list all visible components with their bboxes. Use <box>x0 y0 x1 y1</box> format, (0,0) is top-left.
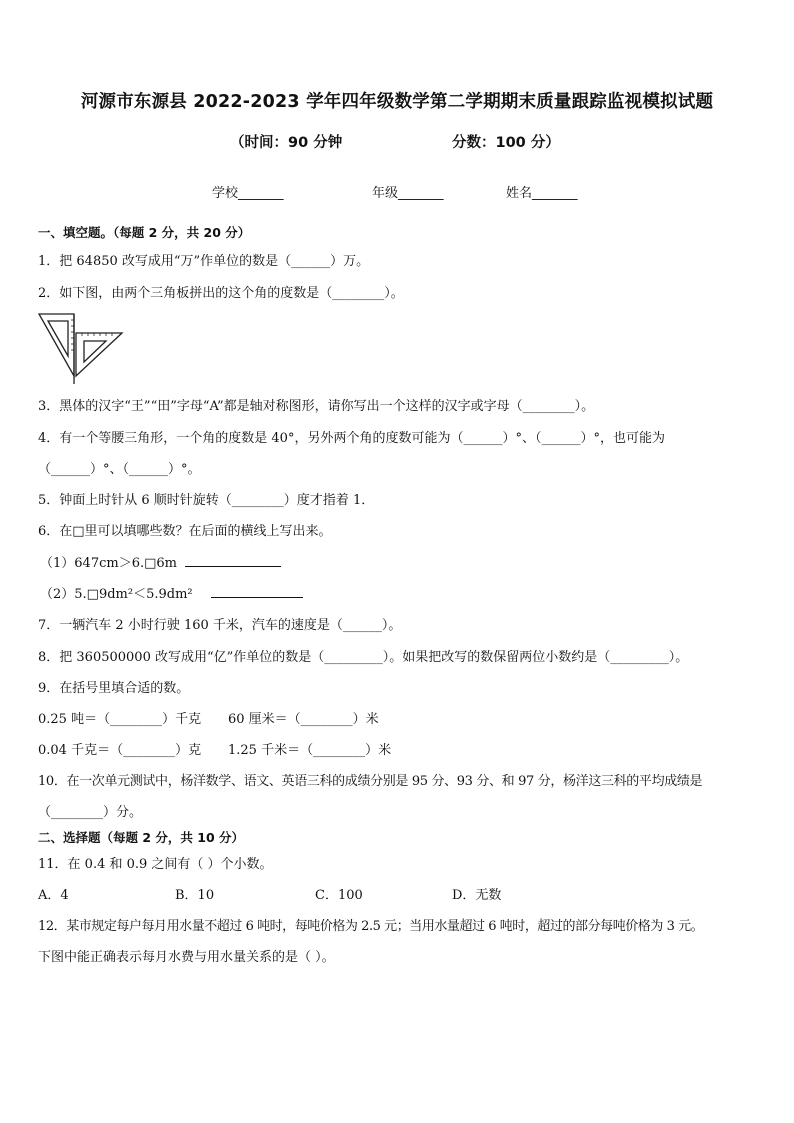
answer-line <box>185 552 281 567</box>
question-12-line-2: 下图中能正确表示每月水费与用水量关系的是（ ）。 <box>38 950 335 965</box>
option-b: B．10 <box>175 888 215 903</box>
question-6-part-1-text: （1）647cm＞6.□6m <box>40 556 177 571</box>
question-9-item-1b: 60 厘米＝（________）米 <box>228 712 379 727</box>
question-4-line-2: （______）°、（______）°。 <box>38 462 201 477</box>
question-10-line-1: 10．在一次单元测试中，杨洋数学、语文、英语三科的成绩分别是 95 分、93 分、和 97 分，杨洋这三科的平均成绩是 <box>38 774 703 789</box>
school-field: 学校_______ <box>212 186 284 201</box>
question-9-item-1a: 0.25 吨＝（________）千克 <box>38 712 202 727</box>
question-12-line-1: 12．某市规定每户每月用水量不超过 6 吨时，每吨价格为 2.5 元；当用水量超过 6 吨时，超过的部分每吨价格为 3 元。 <box>38 919 704 934</box>
question-2: 2．如下图，由两个三角板拼出的这个角的度数是（________）。 <box>38 286 404 301</box>
question-9-item-2b: 1.25 千米＝（________）米 <box>228 743 392 758</box>
question-6-part-1 <box>40 552 281 571</box>
question-10-line-2: （________）分。 <box>38 805 143 820</box>
name-field: 姓名_______ <box>506 186 578 201</box>
set-squares-figure <box>36 310 128 386</box>
question-9-item-2a: 0.04 千克＝（________）克 <box>38 743 202 758</box>
option-c: C．100 <box>315 888 363 903</box>
question-6-part-2-text: （2）5.□9dm²＜5.9dm² <box>40 587 193 602</box>
question-8: 8．把 360500000 改写成用“亿”作单位的数是（_________）。如果把改写的数保留两位小数约是（_________）。 <box>38 650 689 665</box>
exam-score: 分数：100 分） <box>452 135 560 151</box>
answer-line <box>211 583 303 598</box>
question-6: 6．在□里可以填哪些数？在后面的横线上写出来。 <box>38 524 332 539</box>
question-11: 11．在 0.4 和 0.9 之间有（ ）个小数。 <box>38 857 273 872</box>
section-heading-fill-in: 一、填空题。（每题 2 分，共 20 分） <box>38 225 251 240</box>
section-heading-multiple-choice: 二、选择题（每题 2 分，共 10 分） <box>38 830 245 845</box>
question-3: 3．黑体的汉字“王”“田”字母“A”都是轴对称图形，请你写出一个这样的汉字或字母（________）。 <box>38 399 595 414</box>
question-7: 7．一辆汽车 2 小时行驶 160 千米，汽车的速度是（______）。 <box>38 618 402 633</box>
question-4-line-1: 4．有一个等腰三角形，一个角的度数是 40°，另外两个角的度数可能为（______）°、（______）°，也可能为 <box>38 431 665 446</box>
grade-field: 年级_______ <box>372 186 444 201</box>
page-title: 河源市东源县 2022-2023 学年四年级数学第二学期期末质量跟踪监视模拟试题 <box>80 92 714 112</box>
set-square-small-outline <box>76 333 122 376</box>
question-9: 9．在括号里填合适的数。 <box>38 681 190 696</box>
exam-time: （时间：90 分钟 <box>230 135 343 151</box>
question-1: 1．把 64850 改写成用“万”作单位的数是（______）万。 <box>38 254 370 269</box>
question-6-part-2 <box>40 583 303 602</box>
question-5: 5．钟面上时针从 6 顺时针旋转（________）度才指着 1． <box>38 493 375 508</box>
set-square-large-outline <box>39 314 74 376</box>
option-a: A．4 <box>38 888 69 903</box>
set-square-large-inner <box>48 321 68 356</box>
option-d: D．无数 <box>452 888 502 903</box>
